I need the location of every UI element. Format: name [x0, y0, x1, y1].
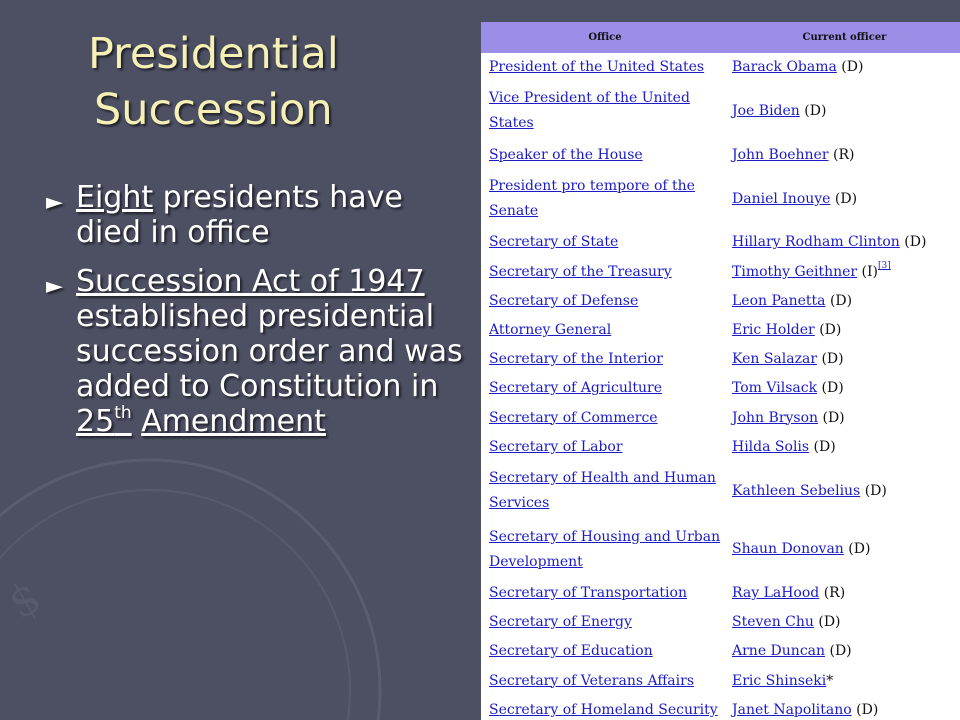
- table-header-row: [481, 22, 960, 53]
- office-link[interactable]: Secretary of Housing and Urban Development: [489, 528, 721, 570]
- bullet-item-1: [46, 180, 466, 250]
- office-link[interactable]: President of the United States: [489, 59, 705, 76]
- table-row: [481, 345, 960, 374]
- office-link[interactable]: Secretary of Education: [489, 643, 653, 660]
- party-affiliation: (D): [814, 322, 842, 339]
- office-link[interactable]: Secretary of Homeland Security: [489, 701, 718, 718]
- table-row: [481, 666, 960, 695]
- office-link[interactable]: Secretary of Energy: [489, 614, 632, 631]
- officer-link[interactable]: Barack Obama: [732, 59, 837, 76]
- bullet-arrow-icon: ►: [46, 274, 63, 299]
- party-affiliation: (R): [828, 146, 855, 163]
- bullet-arrow-icon: ►: [46, 190, 63, 215]
- officer-link[interactable]: Ken Salazar: [732, 351, 818, 368]
- officer-link[interactable]: Arne Duncan: [732, 643, 826, 660]
- officer-link[interactable]: Hilda Solis: [732, 438, 810, 455]
- party-affiliation: (D): [809, 438, 836, 455]
- table-row: [481, 696, 960, 720]
- officer-cell: [729, 433, 960, 462]
- title-line-1: Presidential: [88, 29, 339, 79]
- amendment-ordinal-suffix: th: [114, 403, 132, 423]
- title-line-2: Succession: [94, 85, 333, 135]
- officer-cell: [729, 696, 960, 720]
- table-row: [481, 316, 960, 345]
- reference-link[interactable]: [3]: [878, 261, 891, 271]
- table-row: [481, 258, 960, 287]
- officer-link[interactable]: Eric Holder: [732, 322, 815, 339]
- office-link[interactable]: Secretary of Labor: [489, 438, 623, 455]
- office-cell: [481, 404, 729, 433]
- office-cell: [481, 696, 729, 720]
- officer-link[interactable]: Eric Shinseki: [732, 672, 827, 689]
- officer-cell: [729, 637, 960, 666]
- officer-cell: [729, 170, 960, 229]
- officer-cell: [729, 462, 960, 521]
- table-row: [481, 433, 960, 462]
- officer-cell: [729, 53, 960, 82]
- officer-cell: [729, 579, 960, 608]
- office-link[interactable]: Secretary of Transportation: [489, 584, 687, 601]
- officer-cell: [729, 228, 960, 257]
- party-affiliation: (D): [817, 380, 844, 397]
- svg-text:$: $: [0, 571, 50, 630]
- party-affiliation: (D): [860, 482, 887, 499]
- table-row: [481, 170, 960, 229]
- table-row: [481, 374, 960, 403]
- office-link[interactable]: Secretary of the Interior: [489, 351, 663, 368]
- column-header-current-officer: Current officer: [729, 22, 960, 53]
- officer-link[interactable]: Shaun Donovan: [732, 541, 844, 558]
- table-row: [481, 579, 960, 608]
- officer-cell: [729, 666, 960, 695]
- party-affiliation: (D): [843, 541, 871, 558]
- officer-link[interactable]: John Bryson: [732, 409, 819, 426]
- office-link[interactable]: Secretary of Agriculture: [489, 380, 662, 397]
- officer-cell: [729, 404, 960, 433]
- table-row: [481, 287, 960, 316]
- table-row: [481, 141, 960, 170]
- officer-link[interactable]: John Boehner: [732, 146, 829, 163]
- table-row: [481, 228, 960, 257]
- officer-cell: [729, 316, 960, 345]
- office-cell: [481, 637, 729, 666]
- party-affiliation: (I): [857, 263, 879, 280]
- amendment-number: 25: [76, 404, 115, 439]
- slide-title: [88, 26, 448, 138]
- party-affiliation: *: [826, 672, 834, 689]
- party-affiliation: (D): [813, 614, 841, 631]
- office-cell: [481, 316, 729, 345]
- officer-link[interactable]: Joe Biden: [732, 102, 800, 119]
- column-header-office: Office: [481, 22, 729, 53]
- party-affiliation: (D): [825, 643, 852, 660]
- office-link[interactable]: Speaker of the House: [489, 146, 643, 163]
- officer-cell: [729, 141, 960, 170]
- officer-link[interactable]: Kathleen Sebelius: [732, 482, 861, 499]
- table-row: [481, 53, 960, 82]
- office-link[interactable]: Attorney General: [489, 322, 612, 339]
- officer-link[interactable]: Janet Napolitano: [732, 701, 852, 718]
- table-row: [481, 404, 960, 433]
- office-cell: [481, 228, 729, 257]
- party-affiliation: (D): [825, 292, 853, 309]
- office-cell: [481, 462, 729, 521]
- officer-cell: [729, 82, 960, 141]
- office-cell: [481, 82, 729, 141]
- office-link[interactable]: Vice President of the United States: [489, 90, 690, 132]
- bullet-1-text: presidents have died in office: [76, 180, 403, 250]
- succession-act-link[interactable]: Succession Act of 1947: [76, 264, 425, 299]
- officer-link[interactable]: Steven Chu: [732, 614, 814, 631]
- bullet-2-text: established presidential succession order and was added to Constitution in: [76, 299, 463, 404]
- party-affiliation: (D): [899, 234, 927, 251]
- office-link[interactable]: Secretary of the Treasury: [489, 263, 672, 280]
- office-link[interactable]: Secretary of Health and Human Services: [489, 470, 716, 512]
- officer-cell: [729, 374, 960, 403]
- office-cell: [481, 141, 729, 170]
- party-affiliation: (D): [818, 409, 845, 426]
- officer-cell: [729, 287, 960, 316]
- table-row: [481, 637, 960, 666]
- eight-link[interactable]: Eight: [76, 180, 154, 215]
- office-link[interactable]: Secretary of Commerce: [489, 409, 658, 426]
- table-row: [481, 82, 960, 141]
- bullet-item-2: [46, 264, 466, 439]
- office-cell: [481, 258, 729, 287]
- office-link[interactable]: Secretary of Defense: [489, 292, 639, 309]
- officer-cell: [729, 520, 960, 579]
- party-affiliation: (D): [817, 351, 844, 368]
- office-cell: [481, 374, 729, 403]
- officer-cell: [729, 345, 960, 374]
- table-row: [481, 520, 960, 579]
- office-cell: [481, 666, 729, 695]
- office-cell: [481, 345, 729, 374]
- amendment-number-link[interactable]: [76, 404, 132, 439]
- office-link[interactable]: Secretary of Veterans Affairs: [489, 672, 695, 689]
- office-cell: [481, 433, 729, 462]
- officer-link[interactable]: Ray LaHood: [732, 584, 820, 601]
- office-cell: [481, 608, 729, 637]
- amendment-link[interactable]: Amendment: [141, 404, 326, 439]
- succession-table-panel: [481, 22, 960, 720]
- officer-cell: [729, 608, 960, 637]
- office-cell: [481, 520, 729, 579]
- officer-cell: [729, 258, 960, 287]
- party-affiliation: (D): [799, 102, 827, 119]
- office-cell: [481, 287, 729, 316]
- office-cell: [481, 170, 729, 229]
- officer-link[interactable]: Daniel Inouye: [732, 190, 831, 207]
- table-row: [481, 462, 960, 521]
- officer-link[interactable]: Leon Panetta: [732, 292, 826, 309]
- office-link[interactable]: President pro tempore of the Senate: [489, 178, 695, 220]
- table-row: [481, 608, 960, 637]
- bullet-list: [46, 180, 466, 453]
- office-cell: [481, 579, 729, 608]
- party-affiliation: (D): [851, 701, 879, 718]
- office-cell: [481, 53, 729, 82]
- officer-link[interactable]: Hillary Rodham Clinton: [732, 234, 900, 251]
- party-affiliation: (D): [836, 59, 864, 76]
- officer-link[interactable]: Timothy Geithner: [732, 263, 858, 280]
- office-link[interactable]: Secretary of State: [489, 234, 619, 251]
- officer-link[interactable]: Tom Vilsack: [732, 380, 818, 397]
- succession-table: [481, 22, 960, 720]
- party-affiliation: (D): [830, 190, 858, 207]
- party-affiliation: (R): [819, 584, 846, 601]
